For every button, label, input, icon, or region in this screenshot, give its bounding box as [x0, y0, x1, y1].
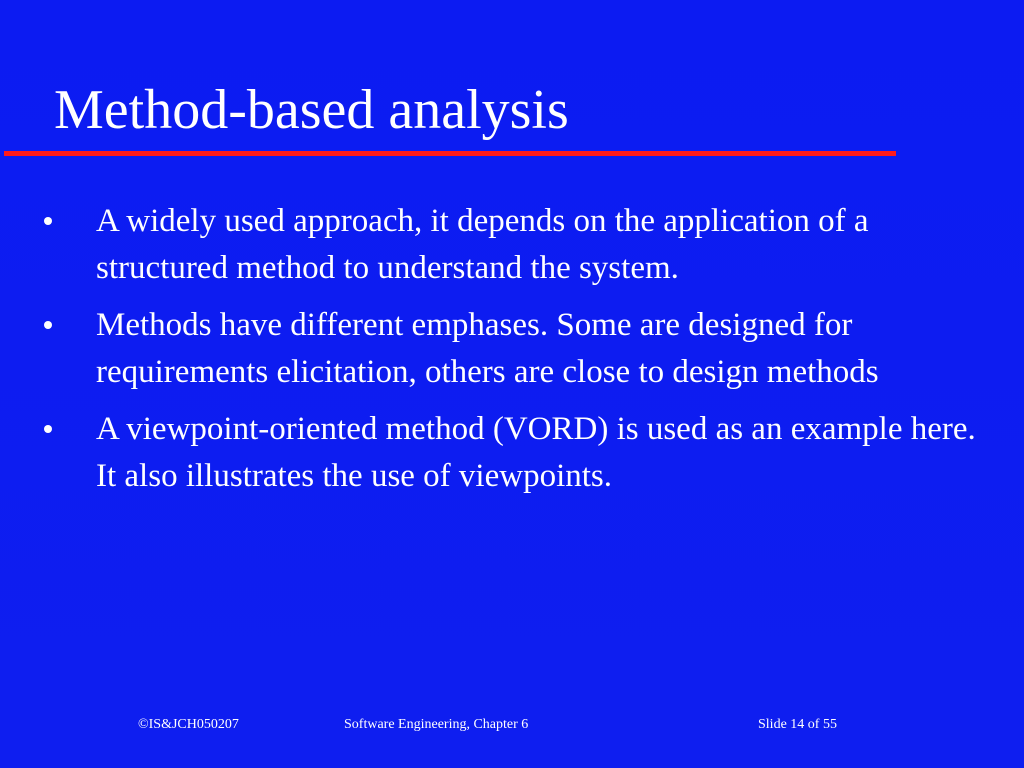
- bullet-item: [0, 302, 976, 396]
- footer-slide-number: Slide 14 of 55: [758, 717, 837, 732]
- bullet-text: A widely used approach, it depends on the application of a structured method to understand the system.: [96, 203, 869, 286]
- bullet-text: Methods have different emphases. Some are designed for requirements elicitation, others are close to design methods: [96, 307, 879, 390]
- bullet-dot-icon: [44, 217, 52, 225]
- footer-copyright: ©IS&JCH050207: [138, 717, 239, 732]
- bullet-text: A viewpoint-oriented method (VORD) is used as an example here. It also illustrates the use of viewpoints.: [96, 411, 976, 494]
- bullet-dot-icon: [44, 321, 52, 329]
- bullet-item: [0, 406, 976, 500]
- title-underline-rule: [4, 151, 896, 156]
- bullet-item: [0, 198, 976, 292]
- footer-course: Software Engineering, Chapter 6: [344, 717, 529, 732]
- slide-title: Method-based analysis: [54, 79, 569, 141]
- bullet-dot-icon: [44, 425, 52, 433]
- bullet-list: [0, 198, 1024, 510]
